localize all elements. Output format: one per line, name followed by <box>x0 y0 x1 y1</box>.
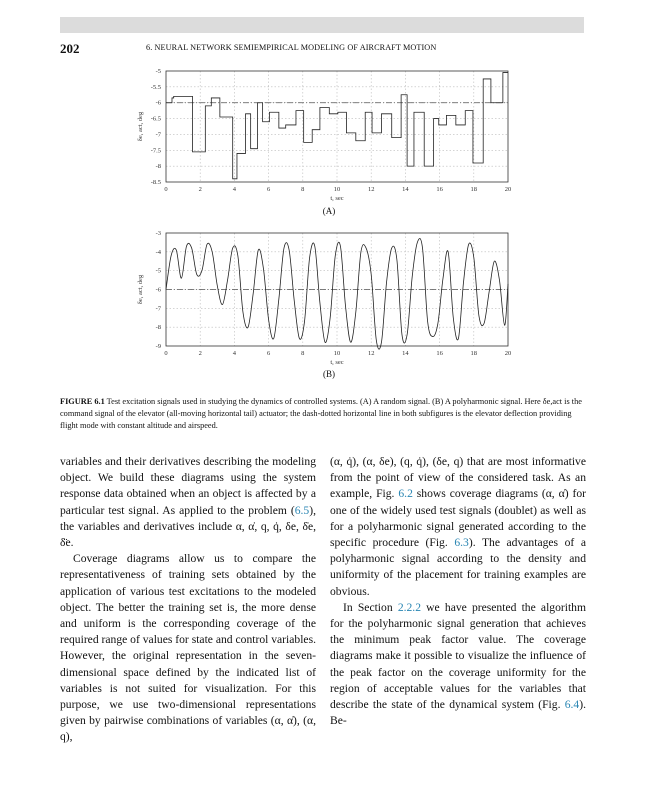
y-axis-label: δe, act, deg <box>137 274 144 305</box>
text-run: (α, q̇), (α, δe), (q, q̇), (δe, q) that are most informative from the point of view of the considered task. As an example, Fig. <box>330 455 586 501</box>
x-tick-label: 16 <box>436 350 443 357</box>
x-tick-label: 4 <box>232 186 237 193</box>
x-tick-label: 2 <box>198 186 202 193</box>
section-ref-link[interactable]: 2.2.2 <box>397 600 421 614</box>
x-tick-label: 14 <box>402 186 409 193</box>
body-column-left <box>60 454 316 746</box>
page-number: 202 <box>60 41 80 56</box>
plot-frame <box>166 71 508 182</box>
text-run: ). The advantages of a polyharmonic signal according to the density and uniformity of the placement for training examples are obvious. <box>330 536 586 598</box>
y-tick-label: -7 <box>155 131 161 139</box>
x-tick-label: 12 <box>367 350 375 357</box>
x-tick-label: 0 <box>164 186 168 193</box>
y-tick-label: -5.5 <box>150 83 161 91</box>
caption-text: Test excitation signals used in studying the dynamics of controlled systems. (A) A random signal. (B) A polyharmonic signal. Here δe,act is the command signal of the elevator (all-moving horizontal tail) actuator; the dash-dotted horizontal line in both subfigures is the elevator deflection providing flight mode with constant altitude and airspeed. <box>60 397 582 430</box>
text-run: In Section <box>343 600 398 614</box>
y-tick-label: -8 <box>155 324 161 332</box>
y-tick-label: -7.5 <box>150 147 161 155</box>
x-tick-label: 18 <box>470 350 478 357</box>
x-tick-label: 20 <box>504 186 512 193</box>
text-run: ). Be- <box>330 698 586 728</box>
figure-ref-link[interactable]: 6.3 <box>454 536 469 550</box>
y-tick-label: -5 <box>155 68 161 75</box>
panel-label: (B) <box>323 369 335 379</box>
x-tick-label: 6 <box>266 350 271 357</box>
x-axis-label: t, sec <box>330 195 344 202</box>
text-run: variables and their derivatives describing the modeling object. We build these diagrams using the system response data obtained when an object is affected by a particular test signal. As applied to the problem ( <box>60 455 316 517</box>
y-tick-label: -7 <box>155 305 161 313</box>
figure-caption <box>60 396 590 432</box>
y-tick-label: -3 <box>155 230 161 237</box>
body-column-right <box>330 454 586 729</box>
text-run: we have presented the algorithm for the polyharmonic signal generation that achieves the minimum peak factor value. The coverage diagrams make it possible to visualize the influence of the peak factor on the coverage uniformity for the region of acceptable values for the variables that describe the state of the dynamical system (Fig. <box>330 600 587 712</box>
text-run: ), the variables and derivatives include α, α̇, q, q̇, δe, δ̇e, δ̈e. <box>60 503 316 550</box>
y-tick-label: -6.5 <box>150 115 161 123</box>
x-tick-label: 8 <box>301 186 305 193</box>
y-tick-label: -8 <box>155 163 161 171</box>
x-tick-label: 16 <box>436 186 443 193</box>
x-tick-label: 14 <box>402 350 409 357</box>
figure-ref-link[interactable]: 6.4 <box>564 698 580 712</box>
y-tick-label: -8.5 <box>150 179 161 186</box>
x-tick-label: 6 <box>266 186 271 193</box>
text-run: shows coverage diagrams (α, α̇) for one of the widely used test signals (doublet) as well as for a polyharmonic signal generated according to the specific procedure (Fig. <box>330 487 586 550</box>
x-tick-label: 20 <box>504 350 512 357</box>
y-tick-label: -6 <box>155 99 161 107</box>
x-tick-label: 10 <box>333 350 341 357</box>
y-tick-label: -4 <box>155 248 161 256</box>
x-tick-label: 18 <box>470 186 478 193</box>
paragraph: Coverage diagrams allow us to compare the representativeness of training sets obtained by the application of various test excitations to the modeled object. The better the training set is, the more dense and uniform is the corresponding coverage of the required range of values for state and control variables. However, the original representation in the seven-dimensional space defined by the indicated list of variables is not suited for visualization. For this purpose, we use two-dimensional representations given by pairwise combinations of variables (α, α̇), (α, q), <box>60 552 316 744</box>
paragraph <box>330 600 586 730</box>
caption-label: FIGURE 6.1 <box>60 397 105 406</box>
paragraph <box>330 454 586 600</box>
y-tick-label: -6 <box>155 286 161 294</box>
running-head: 6. NEURAL NETWORK SEMIEMPIRICAL MODELING OF AIRCRAFT MOTION <box>146 43 437 52</box>
x-tick-label: 0 <box>164 350 168 357</box>
x-tick-label: 12 <box>367 186 375 193</box>
x-tick-label: 2 <box>198 350 202 357</box>
panel-label: (A) <box>322 206 336 216</box>
x-tick-label: 10 <box>333 186 341 193</box>
equation-ref-link[interactable]: 6.5 <box>294 503 310 517</box>
y-axis-label: δe, act, deg <box>137 111 144 142</box>
x-tick-label: 8 <box>301 350 305 357</box>
figure-ref-link[interactable]: 6.2 <box>398 487 413 501</box>
y-tick-label: -5 <box>155 267 161 275</box>
paragraph <box>60 454 316 551</box>
y-tick-label: -9 <box>155 343 161 350</box>
x-axis-label: t, sec <box>330 359 344 366</box>
x-tick-label: 4 <box>232 350 237 357</box>
